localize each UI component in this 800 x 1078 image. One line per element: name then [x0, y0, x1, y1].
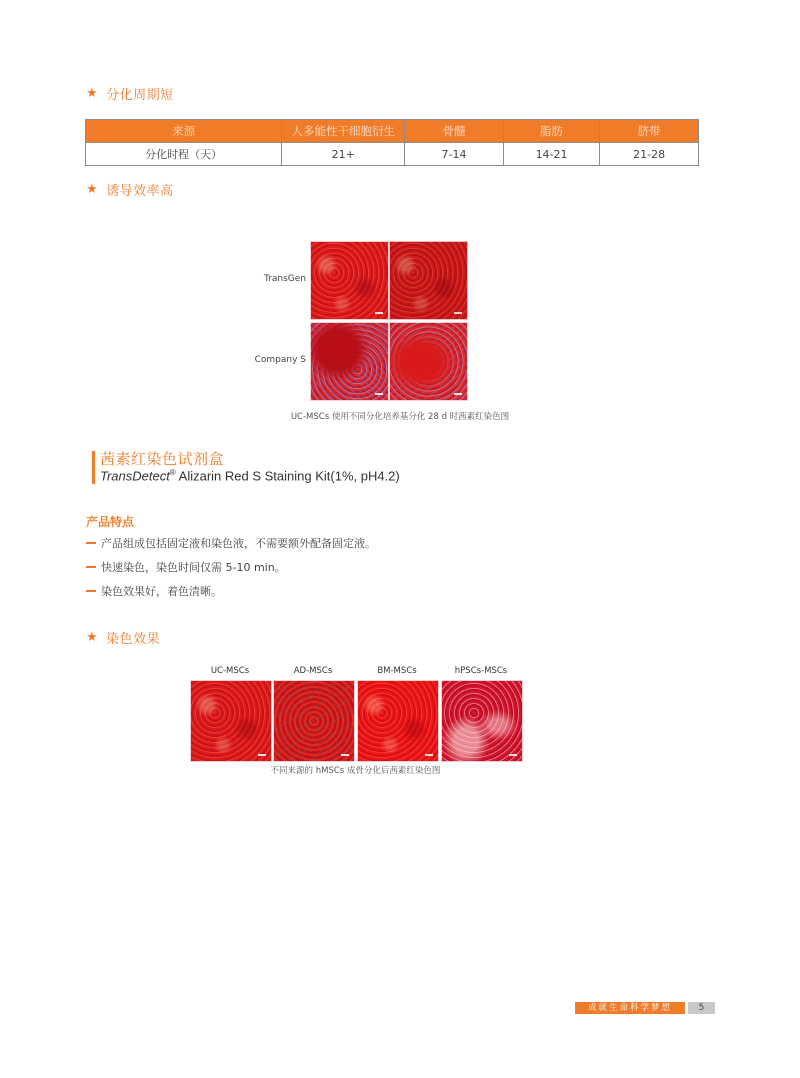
column-label: AD-MSCs [293, 666, 333, 676]
scale-bar [341, 754, 349, 756]
table-header-cell: 脂肪 [503, 120, 599, 143]
star-icon: ★ [86, 630, 99, 645]
scale-bar [375, 393, 383, 395]
table-header-cell: 来源 [86, 120, 282, 143]
row-label-transgen: TransGen [264, 274, 306, 284]
scale-bar [375, 312, 383, 314]
table-cell: 21+ [282, 143, 405, 166]
table-header-cell: 骨髓 [405, 120, 504, 143]
footer-slogan: 成就生命科学梦想 [575, 1002, 685, 1014]
dash-icon [86, 590, 96, 592]
micrograph-company-s-2 [389, 322, 468, 401]
feature-item [86, 583, 222, 599]
column-label: BM-MSCs [377, 666, 417, 676]
feature-text: 产品组成包括固定液和染色液，不需要额外配备固定液。 [101, 537, 376, 550]
star-icon: ★ [86, 182, 99, 197]
feature-item [86, 535, 376, 551]
differentiation-cycle-table [85, 119, 699, 166]
micrograph-bm-mscs [357, 680, 439, 762]
section-title: 分化周期短 [106, 88, 174, 103]
brand-name: TransDetect [100, 468, 170, 484]
section-heading-efficiency [86, 180, 174, 199]
feature-item [86, 559, 286, 575]
page-number: 5 [688, 1002, 715, 1014]
scale-bar [509, 754, 517, 756]
figure-caption: UC-MSCs 使用不同分化培养基分化 28 d 时茜素红染色图 [290, 412, 510, 422]
table-cell: 分化时程（天） [86, 143, 282, 166]
scale-bar [454, 393, 462, 395]
scale-bar [454, 312, 462, 314]
star-icon: ★ [86, 86, 99, 101]
dash-icon [86, 542, 96, 544]
micrograph-transgen-1 [310, 241, 389, 320]
table-header-row [86, 120, 699, 143]
scale-bar [258, 754, 266, 756]
accent-bar [92, 451, 95, 484]
table-row [86, 143, 699, 166]
column-label: hPSCs-MSCs [454, 666, 508, 676]
section-title: 染色效果 [106, 632, 161, 647]
feature-text: 染色效果好，着色清晰。 [101, 585, 222, 598]
table-cell: 14-21 [503, 143, 599, 166]
section-heading-staining [86, 628, 160, 647]
product-title-en [100, 468, 400, 483]
micrograph-company-s-1 [310, 322, 389, 401]
section-heading-short-cycle [86, 84, 174, 103]
product-name: Alizarin Red S Staining Kit(1%, pH4.2) [175, 468, 400, 484]
features-title: 产品特点 [86, 515, 135, 529]
row-label-company-s: Company S [254, 355, 306, 365]
micrograph-uc-mscs [190, 680, 272, 762]
registered-mark: ® [169, 468, 176, 477]
scale-bar [425, 754, 433, 756]
column-label: UC-MSCs [210, 666, 250, 676]
product-title-cn: 茜素红染色试剂盒 [100, 450, 225, 468]
micrograph-ad-mscs [273, 680, 355, 762]
table-header-cell: 人多能性干细胞衍生 [282, 120, 405, 143]
figure-caption: 不同来源的 hMSCs 成骨分化后茜素红染色图 [270, 766, 441, 776]
micrograph-hpscs-mscs [441, 680, 523, 762]
section-title: 诱导效率高 [106, 184, 174, 199]
feature-text: 快速染色，染色时间仅需 5-10 min。 [101, 561, 286, 574]
dash-icon [86, 566, 96, 568]
table-cell: 21-28 [600, 143, 699, 166]
table-cell: 7-14 [405, 143, 504, 166]
table-header-cell: 脐带 [600, 120, 699, 143]
micrograph-transgen-2 [389, 241, 468, 320]
